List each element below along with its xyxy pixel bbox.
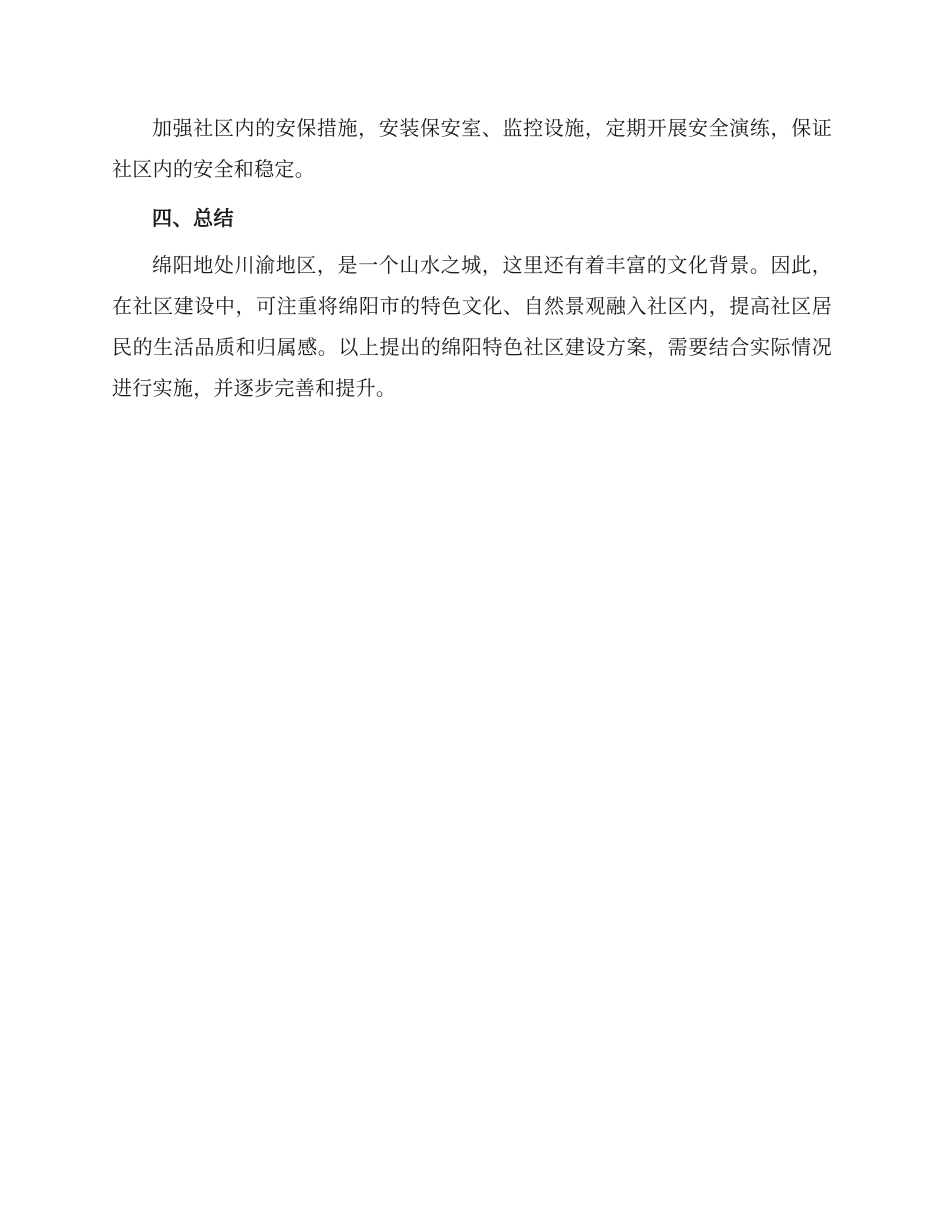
section-heading-summary: 四、总结 [152, 206, 234, 230]
security-paragraph: 加强社区内的安保措施，安装保安室、监控设施，定期开展安全演练，保证社区内的安全和稳定。 [112, 116, 832, 181]
document-body [112, 108, 832, 409]
summary-paragraph: 绵阳地处川渝地区，是一个山水之城，这里还有着丰富的文化背景。因此，在社区建设中，可注重将绵阳市的特色文化、自然景观融入社区内，提高社区居民的生活品质和归属感。以上提出的绵阳特色社区建设方案，需要结合实际情况进行实施，并逐步完善和提升。 [112, 253, 832, 400]
